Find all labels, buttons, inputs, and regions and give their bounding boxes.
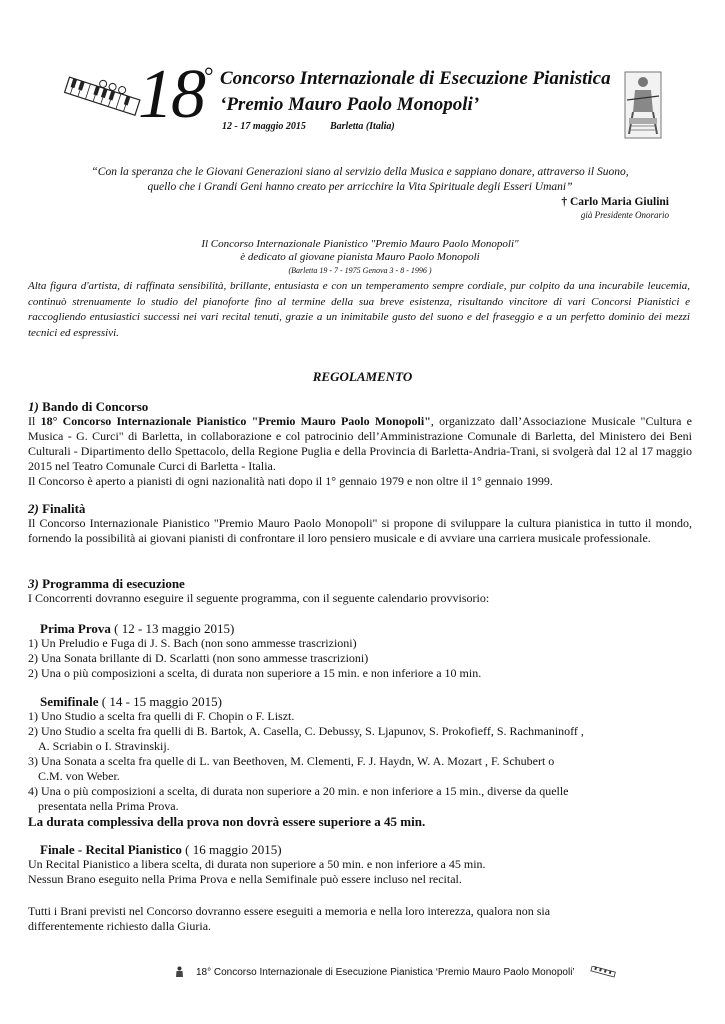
list-item: 2) Una Sonata brillante di D. Scarlatti (non sono ammesse trascrizioni) xyxy=(28,651,369,665)
dedication-line: Il Concorso Internazionale Pianistico "Premio Mauro Paolo Monopoli" xyxy=(201,238,519,250)
round-dates: ( 16 maggio 2015) xyxy=(181,842,282,857)
quote-author-role: già Presidente Onorario xyxy=(580,210,669,220)
prima-prova xyxy=(28,621,692,681)
section-heading xyxy=(28,501,692,516)
list-item: 2) Una o più composizioni a scelta, di durata non superiore a 15 min. e non inferiore a 10 min. xyxy=(28,666,482,680)
bio-text: Pianistici e raccogliendo entusiastici successi nei vari recital tenuti, grazie a un inimitabile gusto del suono e del fraseggio e a un perfetto xyxy=(28,295,691,323)
section-finalita xyxy=(28,501,692,546)
list-item: presentata nella Prima Prova. xyxy=(38,799,179,813)
paragraph-text: Il xyxy=(28,414,41,428)
footer-text: 18° Concorso Internazionale di Esecuzione Pianistica ‘Premio Mauro Paolo Monopoli’ xyxy=(196,967,575,978)
section-programma xyxy=(28,576,692,606)
regolamento-heading: REGOLAMENTO xyxy=(312,369,413,384)
section-intro: I Concorrenti dovranno eseguire il seguente programma, con il seguente calendario provvisorio: xyxy=(28,591,490,605)
list-item: 2) Uno Studio a scelta fra quelli di B. Bartok, A. Casella, C. Debussy, S. Ljapunov, S. Prokofieff, S. Rachmaninoff , xyxy=(28,724,584,738)
closing-text: Tutti i Brani previsti nel Concorso dovranno essere eseguiti a memoria e nella loro interezza, qualora non sia xyxy=(28,904,551,918)
round-title: Semifinale xyxy=(40,694,99,709)
section-paragraph xyxy=(28,414,692,474)
list-item: 1) Un Preludio e Fuga di J. S. Bach (non sono ammesse trascrizioni) xyxy=(28,636,357,650)
section-title: Programma di esecuzione xyxy=(42,576,185,591)
piano-keys-logo-icon xyxy=(58,76,144,124)
section-heading xyxy=(28,576,692,591)
quote-line: quello che i Grandi Geni hanno creato per arricchire la Vita Spirituale degli Esseri Umani” xyxy=(147,181,573,193)
dedication xyxy=(40,238,680,277)
round-heading xyxy=(28,621,692,636)
list-item: 3) Una Sonata a scelta fra quelle di L. van Beethoven, M. Clementi, F. J. Haydn, W. A. Mozart , F. Schubert o xyxy=(28,754,555,768)
bio-text: Alta figura d'artista, di raffinata sensibilità, brillante, entusiasta e con un temperamento sempre cordiale, pur colpito da una incurabile xyxy=(28,280,644,292)
section-title: Finalità xyxy=(42,501,86,516)
paragraph-text: , organizzato dall’Associazione Musicale "Cultura e Musica - G. Curci" di Barletta, in collaborazione e col patrocinio dell’Amministrazione Comunale di Barletta, del Ministero dei Beni Culturali - Dipartimento dello Spettacolo, della Regione Puglia e della Provincia di Barletta-Andria-Trani, si svolgerà dal 12 al 17 maggio 2015 nel Teatro Comunale Curci di Barletta - Italia. xyxy=(28,414,692,473)
closing-text: differentemente richiesto dalla Giuria. xyxy=(28,919,212,933)
round-title: Prima Prova xyxy=(40,621,111,636)
section-heading xyxy=(28,399,692,414)
dedication-dates: (Barletta 19 - 7 - 1975 Genova 3 - 8 - 1996 ) xyxy=(288,266,432,275)
semifinale-duration-note: La durata complessiva della prova non dovrà essere superiore a 45 min. xyxy=(28,814,426,829)
dedication-line: è dedicato al giovane pianista Mauro Paolo Monopoli xyxy=(240,251,480,263)
list-item: C.M. von Weber. xyxy=(38,769,120,783)
finale xyxy=(28,842,692,887)
round-title: Finale - Recital Pianistico xyxy=(40,842,182,857)
list-item: 1) Uno Studio a scelta fra quelli di F. Chopin o F. Liszt. xyxy=(28,709,295,723)
section-number: 1) xyxy=(28,399,39,414)
section-number: 3) xyxy=(28,576,39,591)
edition-number: 18 xyxy=(138,56,204,133)
event-city: Barletta (Italia) xyxy=(330,121,395,132)
list-item: Un Recital Pianistico a libera scelta, di durata non superiore a 50 min. e non inferiore a 45 min. xyxy=(28,857,486,871)
paragraph-bold-text: 18° Concorso Internazionale Pianistico "Premio Mauro Paolo Monopoli" xyxy=(40,414,431,428)
section-paragraph: Il Concorso è aperto a pianisti di ogni nazionalità nati dopo il 1° gennaio 1979 e non oltre il 1° gennaio 1999. xyxy=(28,474,553,488)
round-heading xyxy=(28,694,692,709)
round-dates: ( 12 - 13 maggio 2015) xyxy=(110,621,235,636)
list-item: Nessun Brano eseguito nella Prima Prova e nella Semifinale può essere incluso nel recital. xyxy=(28,872,462,886)
quote-author: † Carlo Maria Giulini xyxy=(561,196,669,208)
quote-line: “Con la speranza che le Giovani Generazioni siano al servizio della Musica e sappiano donare, attraverso il Suono, xyxy=(91,166,629,178)
section-number: 2) xyxy=(28,501,39,516)
round-heading xyxy=(28,842,692,857)
small-figure-icon xyxy=(175,966,184,978)
section-title: Bando di Concorso xyxy=(42,399,149,414)
list-item: 4) Una o più composizioni a scelta, di durata non superiore a 20 min. e non inferiore a 15 min., diverse da quelle xyxy=(28,784,569,798)
section-bando xyxy=(28,399,692,489)
semifinale xyxy=(28,694,692,829)
round-dates: ( 14 - 15 maggio 2015) xyxy=(98,694,222,709)
bio-text: dominio dei mezzi tecnici ed espressivi. xyxy=(28,311,690,339)
page-title: Concorso Internazionale di Esecuzione Pianistica xyxy=(220,68,611,89)
section-paragraph: Il Concorso Internazionale Pianistico "Premio Mauro Paolo Monopoli" si propone di sviluppare la cultura pianistica in tutto il mondo, fornendo la possibilità ai giovani pianisti di confrontare il loro pensiero musicale e di avviare una carriera musicale professionale. xyxy=(28,516,692,545)
list-item: A. Scriabin o I. Stravinskij. xyxy=(38,739,170,753)
page-subtitle: ‘Premio Mauro Paolo Monopoli’ xyxy=(220,94,480,115)
musician-illustration-icon xyxy=(623,70,663,140)
bio-text: leucemia, continuò strenuamente lo studio del pianoforte fino al termine della sua breve esistenza, risultando vincitore di vari Concorsi xyxy=(28,280,690,308)
biography xyxy=(28,279,690,341)
small-piano-logo-icon xyxy=(590,966,616,978)
degree-sign: ° xyxy=(204,64,214,90)
giulini-quote xyxy=(40,165,680,195)
closing-note xyxy=(28,904,692,934)
event-dates: 12 - 17 maggio 2015 xyxy=(222,121,306,132)
